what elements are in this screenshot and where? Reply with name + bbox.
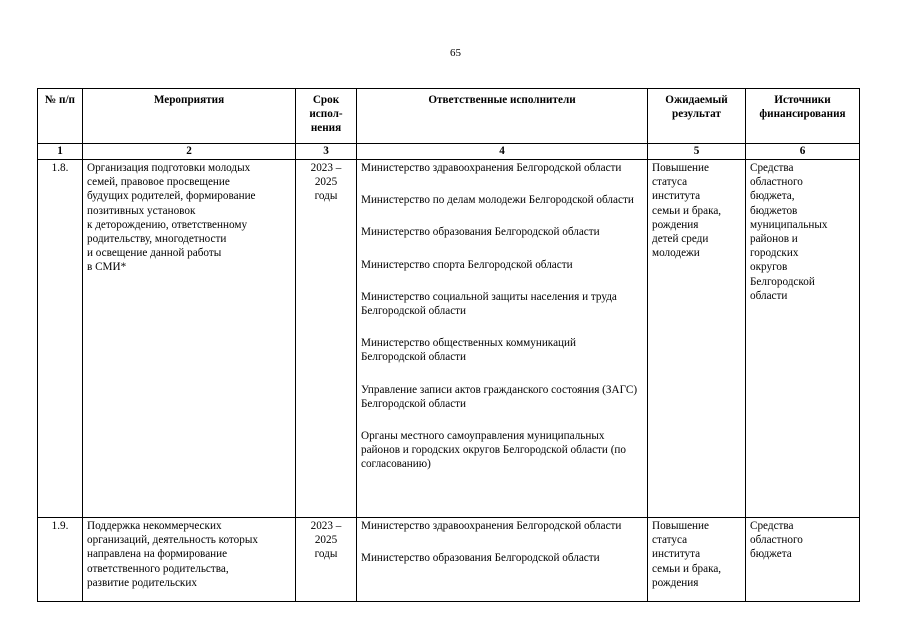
executor-item: Управление записи актов гражданского состояния (ЗАГС) Белгородской области bbox=[361, 383, 638, 410]
executor-item: Министерство общественных коммуникаций Белгородской области bbox=[361, 337, 577, 364]
page-number: 65 bbox=[450, 47, 461, 59]
activity-cell: Поддержка некоммерческих организаций, деятельность которых направлена на формирование ответственного родительства, развитие родительских bbox=[83, 518, 296, 602]
activity-cell: Организация подготовки молодых семей, правовое просвещение будущих родителей, формирование позитивных установок к деторождению, ответственному родительству, многодетности и освещение данной работы в СМИ* bbox=[83, 160, 296, 518]
term-cell: 2023 – 2025 годы bbox=[296, 518, 357, 602]
action-plan-table bbox=[37, 88, 860, 602]
column-number: 2 bbox=[83, 144, 296, 160]
result-cell: Повышение статуса института семьи и брака, рождения детей среди молодежи bbox=[648, 160, 746, 518]
row-number: 1.8. bbox=[38, 160, 83, 518]
executors-cell bbox=[357, 160, 648, 518]
header-result: Ожидаемый результат bbox=[648, 89, 746, 144]
executor-item: Органы местного самоуправления муниципальных районов и городских округов Белгородской области (по согласованию) bbox=[361, 430, 627, 471]
column-number: 3 bbox=[296, 144, 357, 160]
executor-item: Министерство образования Белгородской области bbox=[361, 226, 600, 239]
header-term: Срок испол- нения bbox=[296, 89, 357, 144]
header-executors: Ответственные исполнители bbox=[357, 89, 648, 144]
sources-cell: Средства областного бюджета, бюджетов муниципальных районов и городских округов Белгородской области bbox=[746, 160, 860, 518]
executor-item: Министерство здравоохранения Белгородской области bbox=[361, 520, 622, 532]
executor-item: Министерство образования Белгородской области bbox=[361, 552, 600, 565]
sources-cell: Средства областного бюджета bbox=[746, 518, 860, 602]
row-number: 1.9. bbox=[38, 518, 83, 602]
executor-item: Министерство здравоохранения Белгородской области bbox=[361, 162, 622, 174]
column-number-row bbox=[38, 144, 860, 160]
executors-cell bbox=[357, 518, 648, 602]
executor-item: Министерство социальной защиты населения и труда Белгородской области bbox=[361, 290, 617, 318]
header-sources: Источники финансирования bbox=[746, 89, 860, 144]
term-cell: 2023 – 2025 годы bbox=[296, 160, 357, 518]
column-number: 1 bbox=[38, 144, 83, 160]
header-events: Мероприятия bbox=[83, 89, 296, 144]
executor-item: Министерство спорта Белгородской области bbox=[361, 258, 573, 271]
result-cell: Повышение статуса института семьи и брака, рождения bbox=[648, 518, 746, 602]
column-number: 5 bbox=[648, 144, 746, 160]
column-number: 4 bbox=[357, 144, 648, 160]
column-number: 6 bbox=[746, 144, 860, 160]
executor-item: Министерство по делам молодежи Белгородской области bbox=[361, 194, 634, 207]
table-row bbox=[38, 160, 860, 518]
table-row bbox=[38, 518, 860, 602]
table-header-row bbox=[38, 89, 860, 144]
header-no: № п/п bbox=[38, 89, 83, 144]
